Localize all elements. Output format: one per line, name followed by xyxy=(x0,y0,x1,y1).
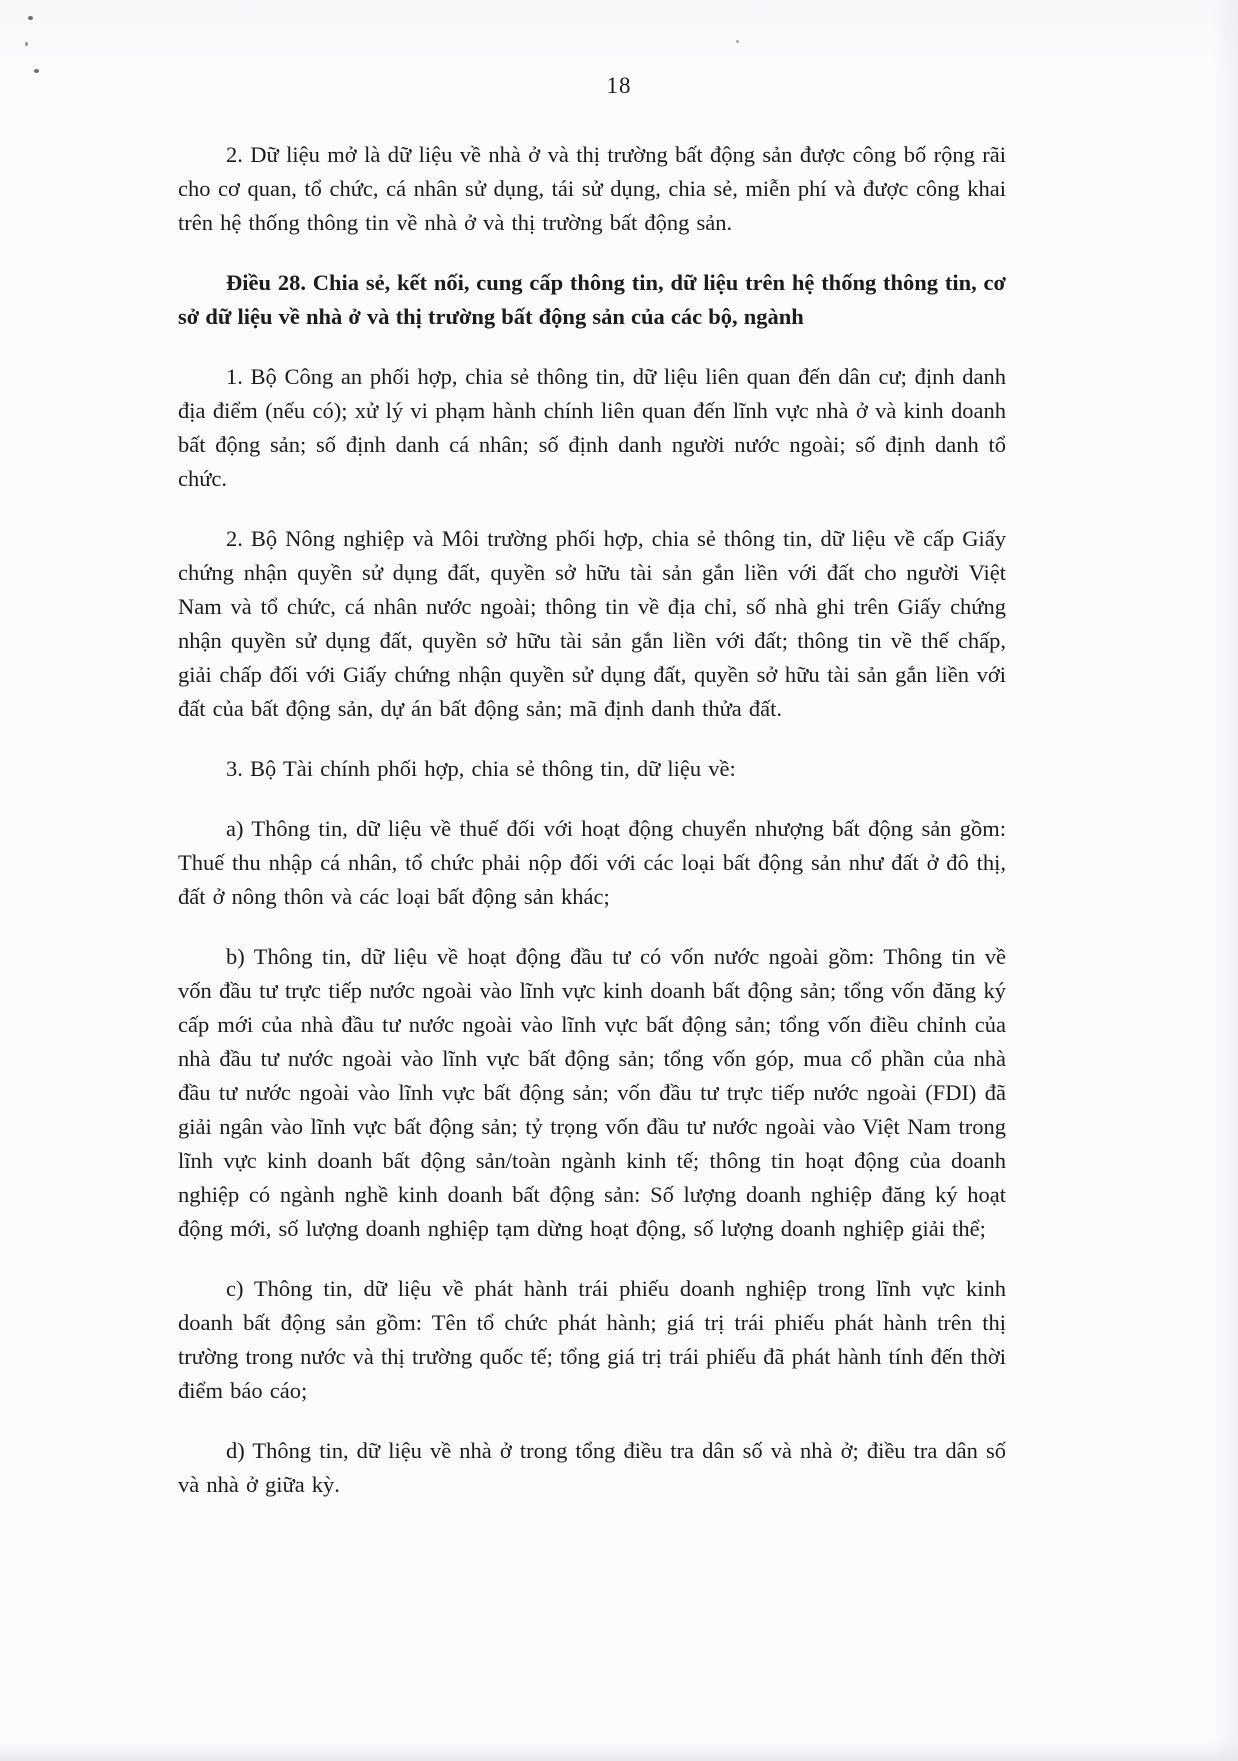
paragraph: d) Thông tin, dữ liệu về nhà ở trong tổng điều tra dân số và nhà ở; điều tra dân số và nhà ở giữa kỳ. xyxy=(178,1438,1006,1497)
paragraph: c) Thông tin, dữ liệu về phát hành trái phiếu doanh nghiệp trong lĩnh vực kinh doanh bất động sản gồm: Tên tổ chức phát hành; giá trị trái phiếu phát hành trên thị trường trong nước và thị trường quốc tế; tổng giá trị trái phiếu đã phát hành tính đến thời điểm báo cáo; xyxy=(178,1276,1006,1403)
paragraph: a) Thông tin, dữ liệu về thuế đối với hoạt động chuyển nhượng bất động sản gồm: Thuế thu nhập cá nhân, tổ chức phải nộp đối với các loại bất động sản như đất ở đô thị, đất ở nông thôn và các loại bất động sản khác; xyxy=(178,816,1006,909)
scan-speck-icon xyxy=(736,40,739,43)
scan-speck-icon xyxy=(25,42,28,46)
scan-speck-icon xyxy=(28,16,33,20)
paragraph: 1. Bộ Công an phối hợp, chia sẻ thông tin, dữ liệu liên quan đến dân cư; định danh địa điểm (nếu có); xử lý vi phạm hành chính liên quan đến lĩnh vực nhà ở và kinh doanh bất động sản; số định danh cá nhân; số định danh người nước ngoài; số định danh tổ chức. xyxy=(178,364,1006,491)
scan-edge-shadow xyxy=(0,1751,1238,1761)
section-heading: Điều 28. Chia sẻ, kết nối, cung cấp thông tin, dữ liệu trên hệ thống thông tin, cơ sở dữ liệu về nhà ở và thị trường bất động sản của các bộ, ngành xyxy=(178,270,1006,329)
document-body xyxy=(0,138,1238,1502)
page-number: 18 xyxy=(606,73,632,98)
scan-speck-icon xyxy=(34,69,39,73)
paragraph: b) Thông tin, dữ liệu về hoạt động đầu tư có vốn nước ngoài gồm: Thông tin về vốn đầu tư trực tiếp nước ngoài vào lĩnh vực kinh doanh bất động sản; tổng vốn đăng ký cấp mới của nhà đầu tư nước ngoài vào lĩnh vực bất động sản; tổng vốn điều chỉnh của nhà đầu tư nước ngoài vào lĩnh vực bất động sản; tổng vốn góp, mua cổ phần của nhà đầu tư nước ngoài vào lĩnh vực bất động sản; vốn đầu tư trực tiếp nước ngoài (FDI) đã giải ngân vào lĩnh vực bất động sản; tỷ trọng vốn đầu tư nước ngoài vào Việt Nam trong lĩnh vực kinh doanh bất động sản/toàn ngành kinh tế; thông tin hoạt động của doanh nghiệp có ngành nghề kinh doanh bất động sản: Số lượng doanh nghiệp đăng ký hoạt động mới, số lượng doanh nghiệp tạm dừng hoạt động, số lượng doanh nghiệp giải thể; xyxy=(178,944,1006,1241)
paragraph: 3. Bộ Tài chính phối hợp, chia sẻ thông tin, dữ liệu về: xyxy=(226,756,736,781)
paragraph: 2. Bộ Nông nghiệp và Môi trường phối hợp, chia sẻ thông tin, dữ liệu về cấp Giấy chứng nhận quyền sử dụng đất, quyền sở hữu tài sản gắn liền với đất cho người Việt Nam và tổ chức, cá nhân nước ngoài; thông tin về địa chỉ, số nhà ghi trên Giấy chứng nhận quyền sử dụng đất, quyền sở hữu tài sản gắn liền với đất; thông tin về thế chấp, giải chấp đối với Giấy chứng nhận quyền sử dụng đất, quyền sở hữu tài sản gắn liền với đất của bất động sản, dự án bất động sản; mã định danh thửa đất. xyxy=(178,526,1006,721)
paragraph: 2. Dữ liệu mở là dữ liệu về nhà ở và thị trường bất động sản được công bố rộng rãi cho cơ quan, tổ chức, cá nhân sử dụng, tái sử dụng, chia sẻ, miễn phí và được công khai trên hệ thống thông tin về nhà ở và thị trường bất động sản. xyxy=(178,142,1006,235)
